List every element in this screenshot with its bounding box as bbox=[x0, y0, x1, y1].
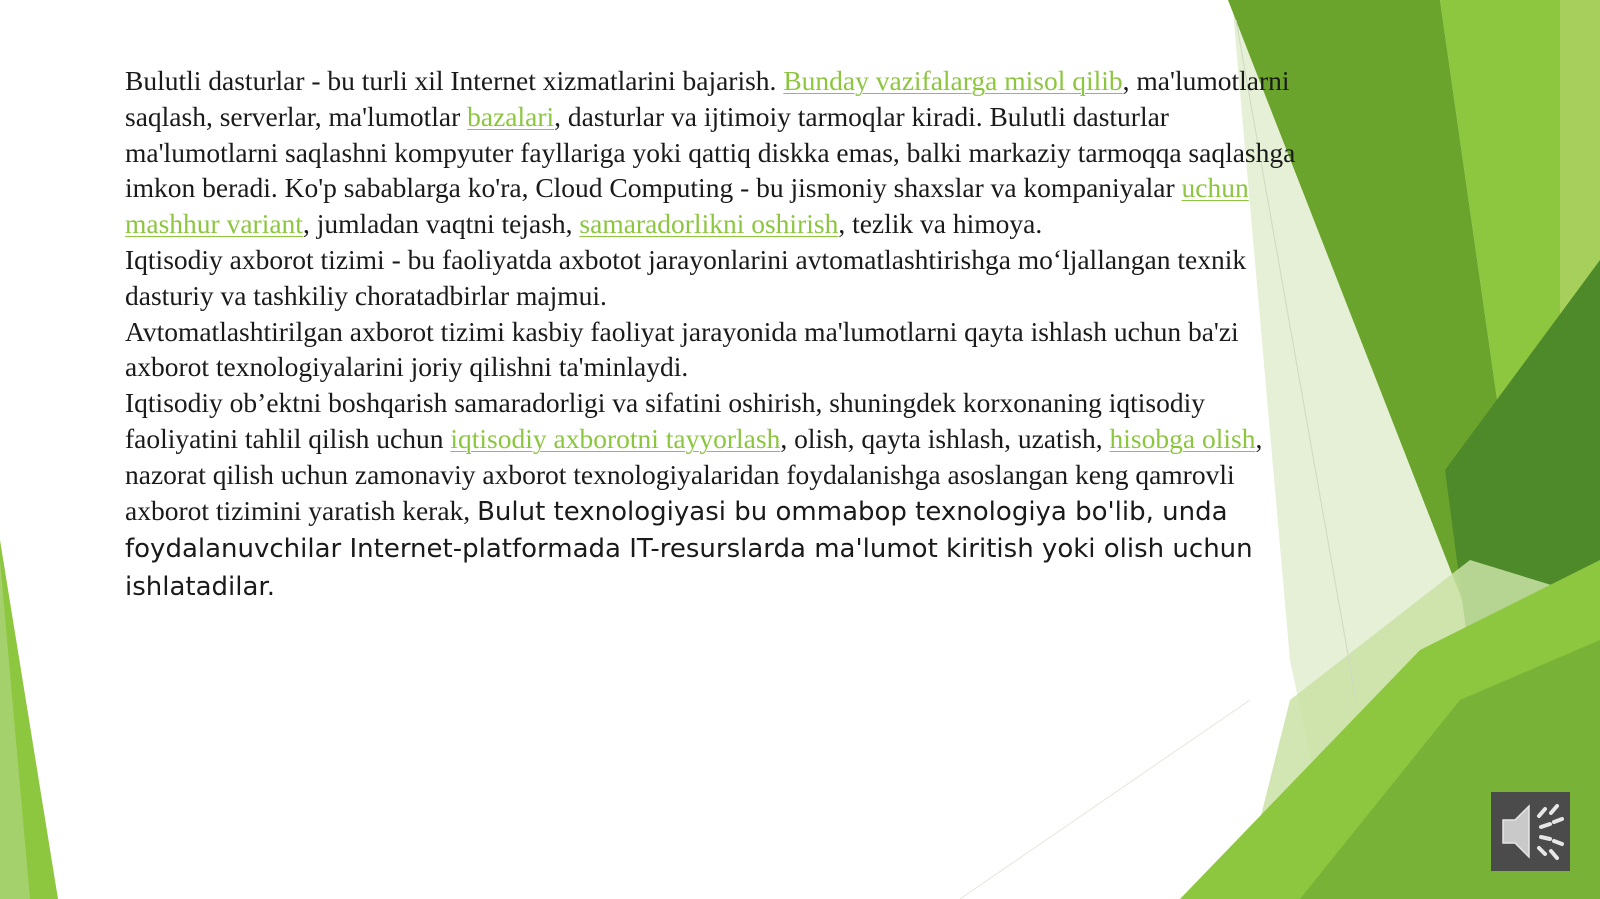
paragraph-cloud-apps bbox=[125, 63, 1310, 242]
paragraph-automated-info-system: Avtomatlashtirilgan axborot tizimi kasbiy faoliyat jarayonida ma'lumotlarni qayta ishlash uchun ba'zi axborot texnologiyalarini joriy qilishni ta'minlaydi. bbox=[125, 315, 1239, 383]
link-accounting[interactable]: hisobga olish bbox=[1109, 422, 1256, 454]
text-run: Bulutli dasturlar - bu turli xil Internet xizmatlarini bajarish. bbox=[125, 65, 784, 96]
text-run: , nazorat qilish uchun zamonaviy axborot texnologiyalaridan foydalanishga asoslangan keng qamrovli axborot tizimini yaratish kerak, bbox=[125, 422, 1263, 526]
audio-play-button[interactable] bbox=[1491, 792, 1570, 871]
text-run: , ma'lumotlarni saqlash, serverlar, ma'lumotlar bbox=[125, 65, 1290, 132]
link-efficiency[interactable]: samaradorlikni oshirish bbox=[579, 208, 839, 240]
text-run: , olish, qayta ishlash, uzatish, bbox=[780, 422, 1110, 454]
text-run: , tezlik va himoya. bbox=[838, 208, 1043, 240]
link-databases[interactable]: bazalari bbox=[467, 100, 555, 132]
text-run: Iqtisodiy ob’ektni boshqarish samaradorligi va sifatini oshirish, shuningdek korxonaning iqtisodiy faoliyatini tahlil qilish uchun bbox=[125, 387, 1206, 454]
text-run: , dasturlar va ijtimoiy tarmoqlar kiradi. Bulutli dasturlar ma'lumotlarni saqlashni kompyuter fayllariga yoki qattiq diskka emas, balki markaziy tarmoqqa saqlashga imkon beradi. Ko'p sabablarga ko'ra, Cloud Computing - bu jismoniy shaxslar va kompaniyalar bbox=[125, 100, 1296, 204]
text-run: , jumladan vaqtni tejash, bbox=[302, 208, 580, 240]
speaker-icon bbox=[1491, 792, 1570, 871]
link-example-tasks[interactable]: Bunday vazifalarga misol qilib bbox=[783, 65, 1123, 96]
link-economic-info-preparation[interactable]: iqtisodiy axborotni tayyorlash bbox=[450, 422, 781, 454]
link-popular-option[interactable]: uchun mashhur variant bbox=[125, 172, 1249, 240]
decor-line bbox=[960, 700, 1250, 899]
text-run-cloud-technology: Bulut texnologiyasi bu ommabop texnologiya bo'lib, unda foydalanuvchilar Internet-platformada IT-resurslarda ma'lumot kiritish yoki olish uchun ishlatadilar. bbox=[125, 496, 1253, 603]
paragraph-economic-info-system: Iqtisodiy axborot tizimi - bu faoliyatda axbotot jarayonlarini avtomatlashtirishga mo‘ljallangan texnik dasturiy va tashkiliy choratadbirlar majmui. bbox=[125, 243, 1247, 311]
paragraph-economic-object bbox=[125, 385, 1310, 606]
slide-body-text bbox=[125, 63, 1310, 606]
